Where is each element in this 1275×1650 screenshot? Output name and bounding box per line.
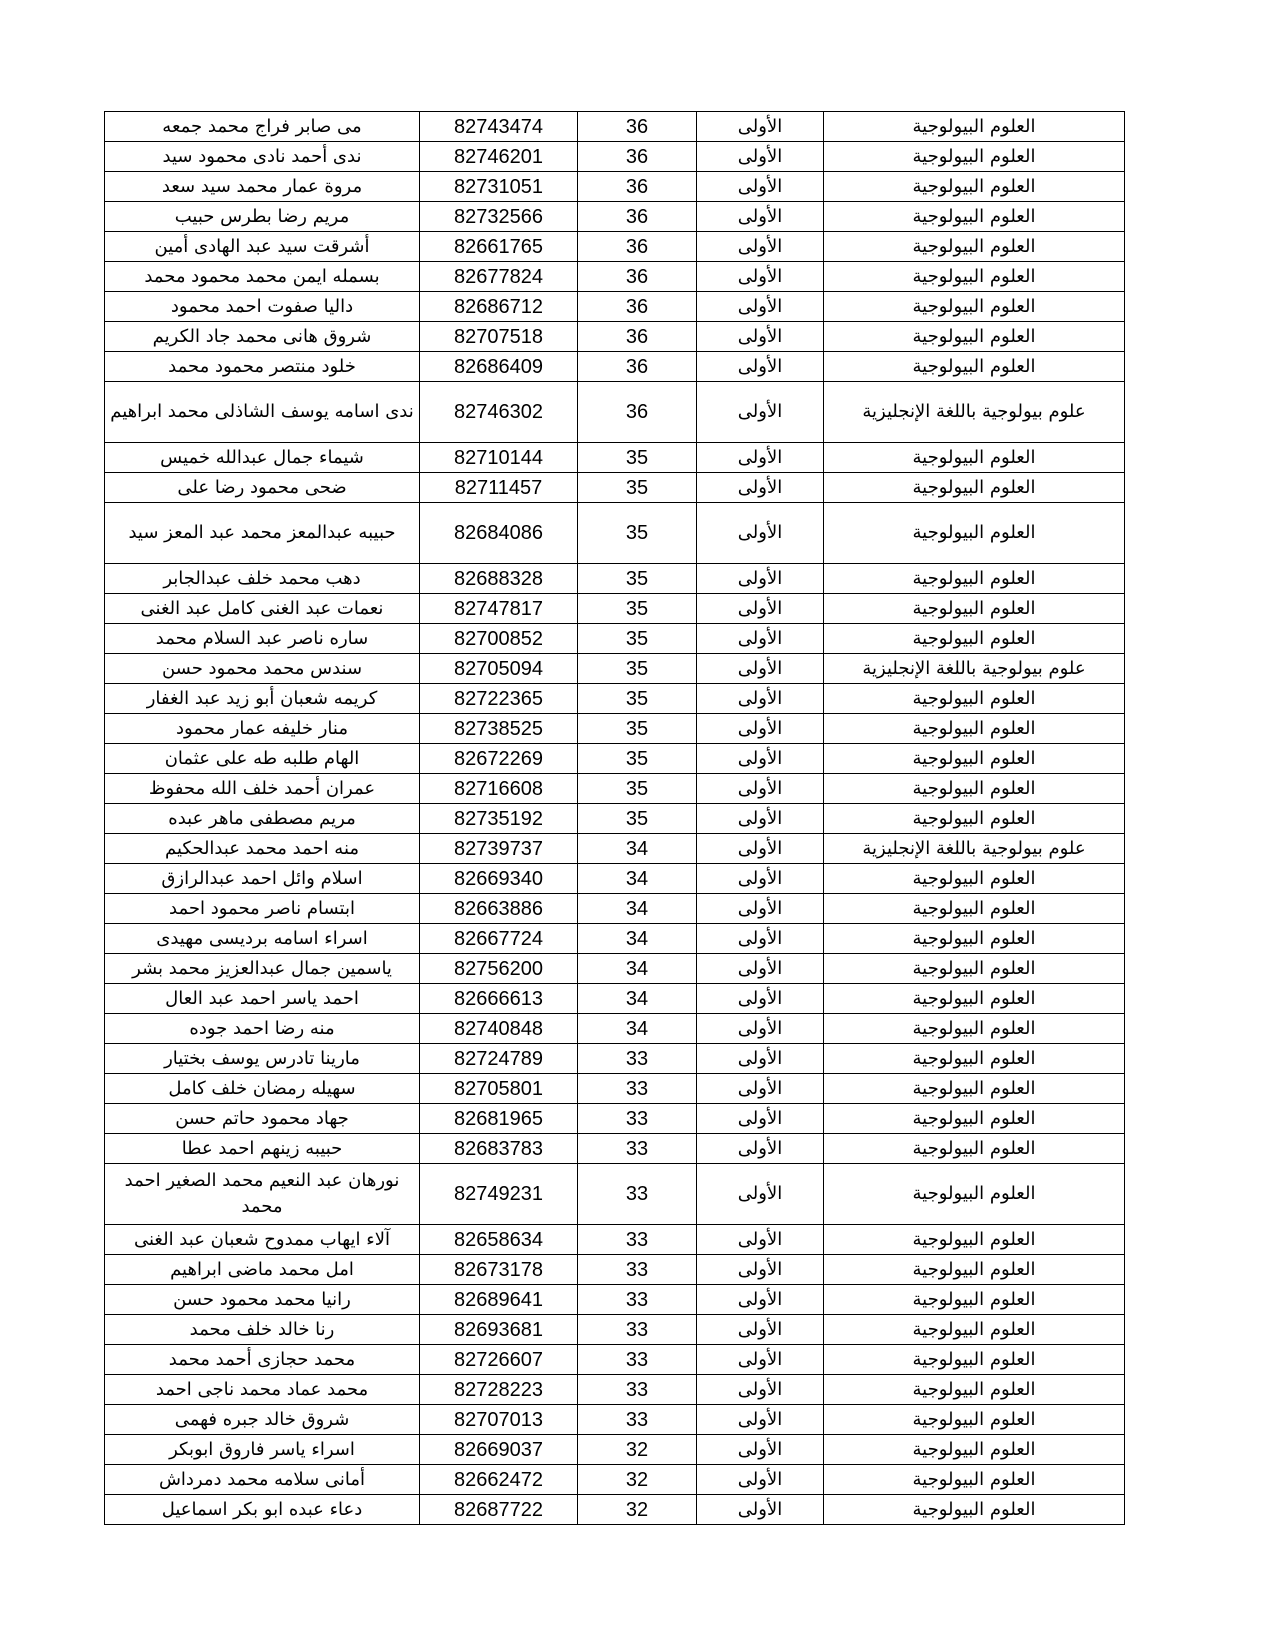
score-cell: 35 (578, 714, 697, 744)
department-cell: العلوم البيولوجية (824, 1134, 1125, 1164)
department-cell: العلوم البيولوجية (824, 924, 1125, 954)
grade-cell: الأولى (697, 1375, 824, 1405)
score-cell: 35 (578, 503, 697, 564)
seat-number-cell: 82687722 (420, 1495, 578, 1525)
table-row (105, 1315, 1125, 1345)
score-cell: 34 (578, 924, 697, 954)
grade-cell: الأولى (697, 1405, 824, 1435)
grade-cell: الأولى (697, 1435, 824, 1465)
student-name-cell: أشرقت سيد عبد الهادى أمين (105, 232, 420, 262)
table-row (105, 142, 1125, 172)
results-table-body (105, 112, 1125, 1525)
score-cell: 35 (578, 804, 697, 834)
seat-number-cell: 82710144 (420, 443, 578, 473)
seat-number-cell: 82667724 (420, 924, 578, 954)
seat-number-cell: 82677824 (420, 262, 578, 292)
score-cell: 35 (578, 744, 697, 774)
seat-number-cell: 82740848 (420, 1014, 578, 1044)
student-name-cell: حبيبه زينهم احمد عطا (105, 1134, 420, 1164)
seat-number-cell: 82707518 (420, 322, 578, 352)
student-name-cell: شيماء جمال عبدالله خميس (105, 443, 420, 473)
grade-cell: الأولى (697, 954, 824, 984)
seat-number-cell: 82722365 (420, 684, 578, 714)
seat-number-cell: 82672269 (420, 744, 578, 774)
student-name-cell: مريم مصطفى ماهر عبده (105, 804, 420, 834)
seat-number-cell: 82747817 (420, 594, 578, 624)
table-row (105, 564, 1125, 594)
grade-cell: الأولى (697, 352, 824, 382)
student-name-cell: عمران أحمد خلف الله محفوظ (105, 774, 420, 804)
grade-cell: الأولى (697, 292, 824, 322)
grade-cell: الأولى (697, 984, 824, 1014)
department-cell: العلوم البيولوجية (824, 1225, 1125, 1255)
score-cell: 33 (578, 1134, 697, 1164)
table-row (105, 1345, 1125, 1375)
student-name-cell: مريم رضا بطرس حبيب (105, 202, 420, 232)
department-cell: العلوم البيولوجية (824, 564, 1125, 594)
table-row (105, 594, 1125, 624)
table-row (105, 202, 1125, 232)
table-row (105, 1074, 1125, 1104)
seat-number-cell: 82689641 (420, 1285, 578, 1315)
seat-number-cell: 82669037 (420, 1435, 578, 1465)
department-cell: العلوم البيولوجية (824, 1435, 1125, 1465)
student-name-cell: منه احمد محمد عبدالحكيم (105, 834, 420, 864)
student-name-cell: اسلام وائل احمد عبدالرازق (105, 864, 420, 894)
seat-number-cell: 82700852 (420, 624, 578, 654)
table-row (105, 262, 1125, 292)
student-name-cell: رنا خالد خلف محمد (105, 1315, 420, 1345)
table-row (105, 1465, 1125, 1495)
seat-number-cell: 82732566 (420, 202, 578, 232)
grade-cell: الأولى (697, 1345, 824, 1375)
student-name-cell: مارينا تادرس يوسف بختيار (105, 1044, 420, 1074)
department-cell: العلوم البيولوجية (824, 232, 1125, 262)
student-name-cell: محمد حجازى أحمد محمد (105, 1345, 420, 1375)
table-row (105, 1014, 1125, 1044)
student-name-cell: اسراء ياسر فاروق ابوبكر (105, 1435, 420, 1465)
grade-cell: الأولى (697, 684, 824, 714)
score-cell: 34 (578, 984, 697, 1014)
table-row (105, 804, 1125, 834)
score-cell: 33 (578, 1164, 697, 1225)
student-name-cell: شروق خالد جبره فهمى (105, 1405, 420, 1435)
table-row (105, 714, 1125, 744)
student-name-cell: ابتسام ناصر محمود احمد (105, 894, 420, 924)
score-cell: 33 (578, 1074, 697, 1104)
score-cell: 33 (578, 1225, 697, 1255)
grade-cell: الأولى (697, 714, 824, 744)
department-cell: العلوم البيولوجية (824, 624, 1125, 654)
seat-number-cell: 82711457 (420, 473, 578, 503)
student-name-cell: ضحى محمود رضا على (105, 473, 420, 503)
seat-number-cell: 82739737 (420, 834, 578, 864)
student-name-cell: حبيبه عبدالمعز محمد عبد المعز سيد (105, 503, 420, 564)
student-name-cell: شروق هانى محمد جاد الكريم (105, 322, 420, 352)
student-name-cell: محمد عماد محمد ناجى احمد (105, 1375, 420, 1405)
grade-cell: الأولى (697, 1225, 824, 1255)
score-cell: 32 (578, 1435, 697, 1465)
seat-number-cell: 82681965 (420, 1104, 578, 1134)
table-row (105, 774, 1125, 804)
seat-number-cell: 82686409 (420, 352, 578, 382)
department-cell: العلوم البيولوجية (824, 1405, 1125, 1435)
table-row (105, 503, 1125, 564)
grade-cell: الأولى (697, 1315, 824, 1345)
score-cell: 33 (578, 1285, 697, 1315)
seat-number-cell: 82688328 (420, 564, 578, 594)
seat-number-cell: 82669340 (420, 864, 578, 894)
table-row (105, 684, 1125, 714)
grade-cell: الأولى (697, 624, 824, 654)
seat-number-cell: 82731051 (420, 172, 578, 202)
seat-number-cell: 82658634 (420, 1225, 578, 1255)
student-name-cell: احمد ياسر احمد عبد العال (105, 984, 420, 1014)
seat-number-cell: 82735192 (420, 804, 578, 834)
student-name-cell: آلاء ايهاب ممدوح شعبان عبد الغنى (105, 1225, 420, 1255)
grade-cell: الأولى (697, 1495, 824, 1525)
grade-cell: الأولى (697, 1014, 824, 1044)
grade-cell: الأولى (697, 382, 824, 443)
department-cell: العلوم البيولوجية (824, 262, 1125, 292)
seat-number-cell: 82705094 (420, 654, 578, 684)
department-cell: العلوم البيولوجية (824, 1345, 1125, 1375)
seat-number-cell: 82673178 (420, 1255, 578, 1285)
grade-cell: الأولى (697, 744, 824, 774)
department-cell: العلوم البيولوجية (824, 774, 1125, 804)
table-row (105, 1255, 1125, 1285)
score-cell: 36 (578, 382, 697, 443)
score-cell: 33 (578, 1255, 697, 1285)
grade-cell: الأولى (697, 924, 824, 954)
table-row (105, 1405, 1125, 1435)
grade-cell: الأولى (697, 262, 824, 292)
seat-number-cell: 82746201 (420, 142, 578, 172)
grade-cell: الأولى (697, 443, 824, 473)
score-cell: 35 (578, 654, 697, 684)
table-row (105, 924, 1125, 954)
student-name-cell: سندس محمد محمود حسن (105, 654, 420, 684)
grade-cell: الأولى (697, 1104, 824, 1134)
grade-cell: الأولى (697, 473, 824, 503)
score-cell: 35 (578, 564, 697, 594)
student-name-cell: اسراء اسامه برديسى مهيدى (105, 924, 420, 954)
table-row (105, 112, 1125, 142)
table-row (105, 1495, 1125, 1525)
department-cell: العلوم البيولوجية (824, 1495, 1125, 1525)
student-name-cell: مروة عمار محمد سيد سعد (105, 172, 420, 202)
student-name-cell: سهيله رمضان خلف كامل (105, 1074, 420, 1104)
score-cell: 35 (578, 473, 697, 503)
grade-cell: الأولى (697, 864, 824, 894)
score-cell: 36 (578, 142, 697, 172)
department-cell: العلوم البيولوجية (824, 1255, 1125, 1285)
grade-cell: الأولى (697, 1285, 824, 1315)
score-cell: 32 (578, 1495, 697, 1525)
grade-cell: الأولى (697, 894, 824, 924)
score-cell: 34 (578, 894, 697, 924)
student-name-cell: خلود منتصر محمود محمد (105, 352, 420, 382)
department-cell: العلوم البيولوجية (824, 503, 1125, 564)
seat-number-cell: 82738525 (420, 714, 578, 744)
seat-number-cell: 82728223 (420, 1375, 578, 1405)
grade-cell: الأولى (697, 322, 824, 352)
seat-number-cell: 82743474 (420, 112, 578, 142)
grade-cell: الأولى (697, 1074, 824, 1104)
seat-number-cell: 82666613 (420, 984, 578, 1014)
department-cell: العلوم البيولوجية (824, 1014, 1125, 1044)
table-row (105, 1164, 1125, 1225)
grade-cell: الأولى (697, 1255, 824, 1285)
score-cell: 36 (578, 232, 697, 262)
department-cell: العلوم البيولوجية (824, 1104, 1125, 1134)
grade-cell: الأولى (697, 172, 824, 202)
score-cell: 36 (578, 202, 697, 232)
grade-cell: الأولى (697, 774, 824, 804)
student-name-cell: جهاد محمود حاتم حسن (105, 1104, 420, 1134)
score-cell: 33 (578, 1405, 697, 1435)
table-row (105, 172, 1125, 202)
department-cell: العلوم البيولوجية (824, 172, 1125, 202)
student-name-cell: منه رضا احمد جوده (105, 1014, 420, 1044)
table-row (105, 894, 1125, 924)
table-row (105, 473, 1125, 503)
grade-cell: الأولى (697, 1164, 824, 1225)
student-name-cell: أمانى سلامه محمد دمرداش (105, 1465, 420, 1495)
table-row (105, 382, 1125, 443)
student-name-cell: ندى أحمد نادى محمود سيد (105, 142, 420, 172)
table-row (105, 352, 1125, 382)
student-name-cell: داليا صفوت احمد محمود (105, 292, 420, 322)
student-name-cell: نعمات عبد الغنى كامل عبد الغنى (105, 594, 420, 624)
table-row (105, 443, 1125, 473)
seat-number-cell: 82683783 (420, 1134, 578, 1164)
department-cell: العلوم البيولوجية (824, 292, 1125, 322)
grade-cell: الأولى (697, 142, 824, 172)
seat-number-cell: 82756200 (420, 954, 578, 984)
score-cell: 36 (578, 112, 697, 142)
student-name-cell: رانيا محمد محمود حسن (105, 1285, 420, 1315)
department-cell: العلوم البيولوجية (824, 804, 1125, 834)
grade-cell: الأولى (697, 232, 824, 262)
department-cell: علوم بيولوجية باللغة الإنجليزية (824, 382, 1125, 443)
seat-number-cell: 82707013 (420, 1405, 578, 1435)
student-name-cell: كريمه شعبان أبو زيد عبد الغفار (105, 684, 420, 714)
grade-cell: الأولى (697, 1134, 824, 1164)
department-cell: العلوم البيولوجية (824, 202, 1125, 232)
department-cell: العلوم البيولوجية (824, 1074, 1125, 1104)
grade-cell: الأولى (697, 503, 824, 564)
department-cell: العلوم البيولوجية (824, 322, 1125, 352)
table-row (105, 1104, 1125, 1134)
score-cell: 33 (578, 1044, 697, 1074)
grade-cell: الأولى (697, 834, 824, 864)
seat-number-cell: 82749231 (420, 1164, 578, 1225)
seat-number-cell: 82746302 (420, 382, 578, 443)
department-cell: العلوم البيولوجية (824, 142, 1125, 172)
department-cell: العلوم البيولوجية (824, 894, 1125, 924)
table-row (105, 954, 1125, 984)
student-name-cell: بسمله ايمن محمد محمود محمد (105, 262, 420, 292)
table-row (105, 1285, 1125, 1315)
seat-number-cell: 82661765 (420, 232, 578, 262)
score-cell: 34 (578, 834, 697, 864)
student-name-cell: مى صابر فراج محمد جمعه (105, 112, 420, 142)
grade-cell: الأولى (697, 804, 824, 834)
grade-cell: الأولى (697, 1465, 824, 1495)
seat-number-cell: 82693681 (420, 1315, 578, 1345)
table-row (105, 1435, 1125, 1465)
table-row (105, 984, 1125, 1014)
department-cell: العلوم البيولوجية (824, 954, 1125, 984)
score-cell: 34 (578, 954, 697, 984)
student-name-cell: ندى اسامه يوسف الشاذلى محمد ابراهيم (105, 382, 420, 443)
department-cell: العلوم البيولوجية (824, 1315, 1125, 1345)
grade-cell: الأولى (697, 594, 824, 624)
department-cell: العلوم البيولوجية (824, 864, 1125, 894)
seat-number-cell: 82724789 (420, 1044, 578, 1074)
grade-cell: الأولى (697, 112, 824, 142)
department-cell: العلوم البيولوجية (824, 1164, 1125, 1225)
grade-cell: الأولى (697, 1044, 824, 1074)
seat-number-cell: 82705801 (420, 1074, 578, 1104)
department-cell: العلوم البيولوجية (824, 594, 1125, 624)
department-cell: العلوم البيولوجية (824, 1285, 1125, 1315)
score-cell: 35 (578, 684, 697, 714)
table-row (105, 624, 1125, 654)
department-cell: العلوم البيولوجية (824, 684, 1125, 714)
student-name-cell: منار خليفه عمار محمود (105, 714, 420, 744)
score-cell: 33 (578, 1315, 697, 1345)
score-cell: 33 (578, 1375, 697, 1405)
grade-cell: الأولى (697, 564, 824, 594)
score-cell: 36 (578, 352, 697, 382)
student-name-cell: امل محمد ماضى ابراهيم (105, 1255, 420, 1285)
student-name-cell: دهب محمد خلف عبدالجابر (105, 564, 420, 594)
student-name-cell: ياسمين جمال عبدالعزيز محمد بشر (105, 954, 420, 984)
department-cell: العلوم البيولوجية (824, 1465, 1125, 1495)
table-row (105, 1134, 1125, 1164)
score-cell: 32 (578, 1465, 697, 1495)
department-cell: العلوم البيولوجية (824, 1044, 1125, 1074)
department-cell: علوم بيولوجية باللغة الإنجليزية (824, 834, 1125, 864)
table-row (105, 864, 1125, 894)
results-table (104, 111, 1125, 1525)
department-cell: العلوم البيولوجية (824, 744, 1125, 774)
table-row (105, 744, 1125, 774)
department-cell: العلوم البيولوجية (824, 443, 1125, 473)
score-cell: 36 (578, 262, 697, 292)
score-cell: 33 (578, 1104, 697, 1134)
score-cell: 33 (578, 1345, 697, 1375)
department-cell: العلوم البيولوجية (824, 714, 1125, 744)
score-cell: 36 (578, 322, 697, 352)
score-cell: 35 (578, 594, 697, 624)
table-row (105, 232, 1125, 262)
score-cell: 34 (578, 1014, 697, 1044)
student-name-cell: دعاء عبده ابو بكر اسماعيل (105, 1495, 420, 1525)
grade-cell: الأولى (697, 202, 824, 232)
department-cell: العلوم البيولوجية (824, 1375, 1125, 1405)
score-cell: 36 (578, 172, 697, 202)
table-row (105, 654, 1125, 684)
seat-number-cell: 82663886 (420, 894, 578, 924)
score-cell: 35 (578, 774, 697, 804)
seat-number-cell: 82684086 (420, 503, 578, 564)
grade-cell: الأولى (697, 654, 824, 684)
table-row (105, 1044, 1125, 1074)
department-cell: العلوم البيولوجية (824, 984, 1125, 1014)
student-name-cell: الهام طلبه طه على عثمان (105, 744, 420, 774)
seat-number-cell: 82716608 (420, 774, 578, 804)
student-name-cell: نورهان عبد النعيم محمد الصغير احمد محمد (105, 1164, 420, 1225)
seat-number-cell: 82726607 (420, 1345, 578, 1375)
department-cell: علوم بيولوجية باللغة الإنجليزية (824, 654, 1125, 684)
student-name-cell: ساره ناصر عبد السلام محمد (105, 624, 420, 654)
score-cell: 35 (578, 624, 697, 654)
department-cell: العلوم البيولوجية (824, 473, 1125, 503)
seat-number-cell: 82662472 (420, 1465, 578, 1495)
table-row (105, 322, 1125, 352)
table-row (105, 292, 1125, 322)
score-cell: 35 (578, 443, 697, 473)
table-row (105, 834, 1125, 864)
score-cell: 34 (578, 864, 697, 894)
table-row (105, 1375, 1125, 1405)
score-cell: 36 (578, 292, 697, 322)
seat-number-cell: 82686712 (420, 292, 578, 322)
table-row (105, 1225, 1125, 1255)
department-cell: العلوم البيولوجية (824, 352, 1125, 382)
department-cell: العلوم البيولوجية (824, 112, 1125, 142)
